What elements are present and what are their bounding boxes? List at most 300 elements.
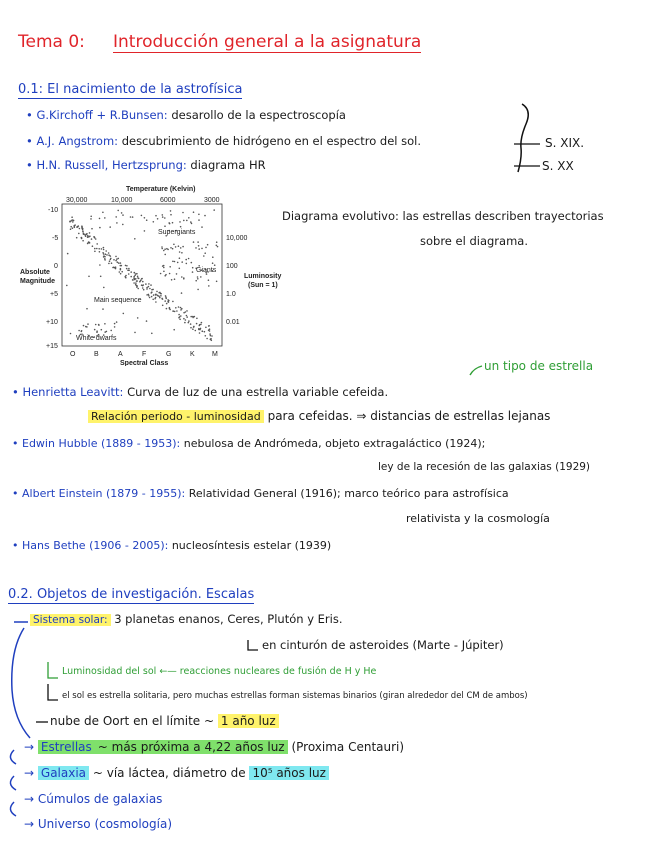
- hr-star-dot: [181, 276, 183, 278]
- hr-star-dot: [156, 291, 158, 293]
- hr-star-dot: [67, 253, 69, 255]
- hr-star-dot: [128, 268, 130, 270]
- hr-star-dot: [148, 295, 150, 297]
- hr-star-dot: [157, 295, 159, 297]
- hr-star-dot: [102, 252, 104, 254]
- hr-star-dot: [174, 311, 176, 313]
- hr-star-dot: [183, 220, 185, 222]
- hr-star-dot: [136, 273, 138, 275]
- hr-star-dot: [95, 324, 97, 326]
- hr-star-dot: [161, 246, 163, 248]
- hr-star-dot: [174, 261, 176, 263]
- list-item-russell: • H.N. Russell, Hertzsprung: diagrama HR: [26, 158, 266, 172]
- hr-star-dot: [120, 262, 122, 264]
- hr-right-tick-1: 10,000: [226, 235, 248, 242]
- hr-star-dot: [104, 323, 106, 325]
- hr-star-dot: [165, 274, 167, 276]
- hr-star-dot: [158, 292, 160, 294]
- century-19: S. XIX.: [545, 136, 585, 150]
- hr-star-dot: [196, 318, 198, 320]
- hr-star-dot: [135, 284, 137, 286]
- hr-star-dot: [91, 228, 93, 230]
- hr-star-dot: [200, 276, 202, 278]
- hr-star-dot: [117, 261, 119, 263]
- hr-star-dot: [120, 273, 122, 275]
- hr-star-dot: [142, 281, 144, 283]
- hr-star-dot: [116, 321, 118, 323]
- hr-star-dot: [179, 251, 181, 253]
- hr-star-dot: [177, 262, 179, 264]
- hr-star-dot: [204, 252, 206, 254]
- hr-star-dot: [150, 292, 152, 294]
- hr-star-dot: [201, 248, 203, 250]
- section-heading-02-text: 0.2. Objetos de investigación. Escalas: [8, 587, 255, 602]
- hr-star-dot: [137, 276, 139, 278]
- clusters-text: Cúmulos de galaxias: [37, 792, 163, 806]
- hr-star-dot: [142, 285, 144, 287]
- russell-text: diagrama HR: [190, 158, 266, 172]
- hr-star-dot: [188, 322, 190, 324]
- hr-star-dot: [178, 317, 180, 319]
- hr-star-dot: [72, 227, 74, 229]
- solar-text: 3 planetas enanos, Ceres, Plutón y Eris.: [114, 612, 343, 626]
- hr-star-dot: [198, 214, 200, 216]
- hr-star-dot: [72, 219, 74, 221]
- hr-star-dot: [208, 329, 210, 331]
- hr-star-dot: [175, 307, 177, 309]
- hr-star-dot: [103, 247, 105, 249]
- hr-star-dot: [87, 235, 89, 237]
- hr-star-dot: [141, 215, 143, 217]
- hr-star-dot: [86, 308, 88, 310]
- hr-star-dot: [137, 288, 139, 290]
- hr-star-dot: [108, 263, 110, 265]
- hr-star-dot: [99, 251, 101, 253]
- hr-star-dot: [212, 262, 214, 264]
- hr-star-dot: [118, 258, 120, 260]
- hr-star-dot: [183, 312, 185, 314]
- hr-star-dot: [163, 271, 165, 273]
- hr-star-dot: [140, 280, 142, 282]
- hr-star-dot: [198, 219, 200, 221]
- hr-star-dot: [109, 260, 111, 262]
- hr-star-dot: [71, 216, 73, 218]
- bethe-text: nucleosíntesis estelar (1939): [171, 539, 332, 552]
- hr-star-dot: [134, 275, 136, 277]
- hr-star-dot: [146, 287, 148, 289]
- hr-star-dot: [162, 305, 164, 307]
- hr-star-dot: [94, 248, 96, 250]
- hr-star-dot: [94, 251, 96, 253]
- hr-star-dot: [94, 329, 96, 331]
- hr-star-dot: [126, 265, 128, 267]
- hr-star-dot: [155, 215, 157, 217]
- angstrom-text: descubrimiento de hidrógeno en el espectro del sol.: [121, 134, 422, 148]
- title-prefix: Tema 0:: [18, 32, 85, 52]
- hr-star-dot: [149, 288, 151, 290]
- hr-star-dot: [172, 222, 174, 224]
- hr-star-dot: [99, 218, 101, 220]
- hr-star-dot: [136, 280, 138, 282]
- hr-star-dot: [125, 265, 127, 267]
- hr-star-dot: [148, 283, 150, 285]
- hr-star-dot: [164, 254, 166, 256]
- hr-star-dot: [79, 228, 81, 230]
- einstein-name: Albert Einstein (1879 - 1955):: [22, 487, 186, 500]
- solar-label: Sistema solar:: [30, 614, 111, 626]
- hr-right-tick-3: 1.0: [226, 291, 236, 298]
- hr-star-dot: [197, 289, 199, 291]
- hr-star-dot: [179, 257, 181, 259]
- galaxy-label: Galaxia: [38, 766, 89, 780]
- stars-label: Estrellas: [38, 740, 95, 754]
- hr-star-dot: [186, 310, 188, 312]
- hr-star-dot: [81, 227, 83, 229]
- hr-star-dot: [132, 279, 134, 281]
- hr-star-dot: [198, 245, 200, 247]
- leavitt-highlight: Relación periodo - luminosidad: [88, 410, 264, 423]
- hr-star-dot: [173, 329, 175, 331]
- hr-star-dot: [188, 217, 190, 219]
- hr-star-dot: [170, 247, 172, 249]
- hr-star-dot: [160, 295, 162, 297]
- hr-star-dot: [119, 271, 121, 273]
- list-item-stars: → Estrellas ~ más próxima a 4,22 años luz (Proxima Centauri): [24, 740, 405, 754]
- hr-star-dot: [169, 308, 171, 310]
- hr-star-dot: [183, 278, 185, 280]
- hr-star-dot: [121, 212, 123, 214]
- hr-star-dot: [178, 306, 180, 308]
- hr-star-dot: [210, 335, 212, 337]
- hr-star-dot: [182, 212, 184, 214]
- hr-star-dot: [186, 316, 188, 318]
- hr-star-dot: [172, 248, 174, 250]
- hr-star-dot: [157, 218, 159, 220]
- hr-star-dot: [162, 298, 164, 300]
- galaxy-text: ~ vía láctea, diámetro de: [92, 766, 246, 780]
- list-item-kirchoff: • G.Kirchoff + R.Bunsen: desarollo de la espectroscopía: [26, 108, 346, 122]
- hr-star-dot: [209, 333, 211, 335]
- hr-star-dot: [186, 263, 188, 265]
- hr-star-dot: [128, 273, 130, 275]
- hr-star-dot: [190, 316, 192, 318]
- hr-star-dot: [100, 276, 102, 278]
- hr-star-dot: [169, 223, 171, 225]
- hr-region-giants: Giants: [196, 267, 217, 274]
- hr-star-dot: [179, 319, 181, 321]
- hr-class-o: O: [70, 351, 76, 358]
- hubble-line-2: ley de la recesión de las galaxias (1929): [378, 461, 591, 473]
- list-item-bethe: • Hans Bethe (1906 - 2005): nucleosíntesis estelar (1939): [12, 539, 332, 552]
- hr-star-dot: [213, 209, 215, 211]
- hr-star-dot: [170, 214, 172, 216]
- hr-star-dot: [103, 287, 105, 289]
- hr-star-dot: [123, 313, 125, 315]
- hr-star-dot: [178, 314, 180, 316]
- hr-star-dot: [167, 249, 169, 251]
- hr-star-dot: [144, 230, 146, 232]
- hr-star-dot: [188, 320, 190, 322]
- hr-star-dot: [134, 272, 136, 274]
- hr-star-dot: [208, 325, 210, 327]
- hr-star-dot: [103, 249, 105, 251]
- hr-star-dot: [166, 308, 168, 310]
- hr-class-b: B: [94, 351, 99, 358]
- hr-star-dot: [66, 285, 68, 287]
- kirchoff-text: desarollo de la espectroscopía: [171, 108, 346, 122]
- hr-star-dot: [208, 279, 210, 281]
- hr-star-dot: [110, 330, 112, 332]
- hr-star-dot: [96, 248, 98, 250]
- hr-star-dot: [174, 278, 176, 280]
- hr-star-dot: [114, 326, 116, 328]
- hr-star-dot: [115, 256, 117, 258]
- hr-star-dot: [111, 262, 113, 264]
- hr-star-dot: [110, 259, 112, 261]
- hr-star-dot: [152, 299, 154, 301]
- hr-star-dot: [146, 219, 148, 221]
- hr-star-dot: [137, 317, 139, 319]
- hr-star-dot: [116, 258, 118, 260]
- note-star-type: un tipo de estrella: [484, 359, 594, 373]
- hr-star-dot: [171, 279, 173, 281]
- hr-star-dot: [96, 243, 98, 245]
- hr-star-dot: [76, 237, 78, 239]
- hr-star-dot: [196, 323, 198, 325]
- hr-star-dot: [146, 288, 148, 290]
- hr-star-dot: [195, 247, 197, 249]
- hr-class-f: F: [142, 351, 147, 358]
- hr-star-dot: [70, 228, 72, 230]
- hr-star-dot: [96, 330, 98, 332]
- hr-star-dot: [172, 301, 174, 303]
- hr-star-dot: [191, 262, 193, 264]
- hr-star-dot: [102, 212, 104, 214]
- hr-class-a: A: [118, 351, 123, 358]
- hr-star-dot: [87, 323, 89, 325]
- hr-star-dot: [150, 284, 152, 286]
- hr-left-tick-3: 0: [54, 263, 58, 270]
- hr-star-dot: [82, 240, 84, 242]
- leavitt-text: Curva de luz de una estrella variable cefeida.: [127, 385, 389, 399]
- hr-star-dot: [82, 231, 84, 233]
- section-heading-01-text: 0.1: El nacimiento de la astrofísica: [18, 82, 243, 97]
- hr-star-dot: [98, 324, 100, 326]
- list-item-hubble: • Edwin Hubble (1889 - 1953): nebulosa de Andrómeda, objeto extragaláctico (1924);: [12, 437, 486, 450]
- evo-line-1: Diagrama evolutivo: las estrellas describen trayectorias: [282, 209, 604, 223]
- hr-star-dot: [121, 271, 123, 273]
- hr-left-title-1: Absolute: [20, 269, 50, 276]
- hr-star-dot: [133, 276, 135, 278]
- hr-diagram-svg: [18, 182, 288, 366]
- hr-star-dot: [90, 218, 92, 220]
- hr-diagram: [18, 182, 288, 366]
- hr-star-dot: [169, 273, 171, 275]
- hr-star-dot: [110, 255, 112, 257]
- einstein-line-2: relativista y la cosmología: [406, 512, 550, 525]
- hr-star-dot: [188, 258, 190, 260]
- hr-star-dot: [134, 238, 136, 240]
- hr-star-dot: [120, 269, 122, 271]
- hr-star-dot: [202, 331, 204, 333]
- einstein-text: Relatividad General (1916); marco teórico para astrofísica: [188, 487, 509, 500]
- hr-star-dot: [86, 234, 88, 236]
- sun-luminosity: Luminosidad del sol ←— reacciones nucleares de fusión de H y He: [62, 666, 377, 677]
- hr-star-dot: [185, 259, 187, 261]
- hr-star-dot: [193, 241, 195, 243]
- hr-star-dot: [133, 282, 135, 284]
- hr-star-dot: [195, 330, 197, 332]
- hr-star-dot: [105, 250, 107, 252]
- hr-star-dot: [155, 301, 157, 303]
- hr-star-dot: [164, 248, 166, 250]
- hr-star-dot: [166, 303, 168, 305]
- hr-star-dot: [115, 266, 117, 268]
- hr-star-dot: [214, 264, 216, 266]
- hr-top-tick-3: 6000: [160, 197, 176, 204]
- galaxy-highlight: 10⁵ años luz: [249, 766, 329, 780]
- hr-star-dot: [133, 277, 135, 279]
- hr-star-dot: [201, 226, 203, 228]
- hr-right-title-2: (Sun = 1): [248, 282, 278, 289]
- hr-star-dot: [105, 253, 107, 255]
- hr-star-dot: [74, 226, 76, 228]
- hr-star-dot: [163, 250, 165, 252]
- angstrom-name: A.J. Angstrom:: [36, 134, 119, 148]
- hr-star-dot: [176, 273, 178, 275]
- hr-star-dot: [120, 265, 122, 267]
- page-title: Introducción general a la asignatura: [113, 32, 422, 52]
- hr-star-dot: [204, 331, 206, 333]
- hr-region-white: White dwarfs: [76, 335, 117, 342]
- hr-star-dot: [173, 244, 175, 246]
- hr-left-tick-1: -10: [48, 207, 59, 214]
- hr-star-dot: [134, 279, 136, 281]
- universe-text: Universo (cosmología): [37, 817, 173, 831]
- hr-star-dot: [180, 226, 182, 228]
- hr-top-title: Temperature (Kelvin): [126, 186, 196, 193]
- hr-star-dot: [205, 327, 207, 329]
- hr-star-dot: [182, 246, 184, 248]
- hr-star-dot: [84, 234, 86, 236]
- hr-star-dot: [70, 333, 72, 335]
- hr-star-dot: [197, 241, 199, 243]
- hr-star-dot: [180, 309, 182, 311]
- hr-star-dot: [162, 216, 164, 218]
- hr-star-dot: [161, 248, 163, 250]
- hr-star-dot: [72, 221, 74, 223]
- hr-star-dot: [172, 261, 174, 263]
- hr-star-dot: [153, 221, 155, 223]
- hr-star-dot: [184, 322, 186, 324]
- list-item-universe: → Universo (cosmología): [24, 817, 173, 831]
- hr-star-dot: [115, 260, 117, 262]
- list-item-clusters: → Cúmulos de galaxias: [24, 792, 163, 806]
- hr-class-k: K: [190, 351, 195, 358]
- hr-star-dot: [146, 320, 148, 322]
- hr-star-dot: [104, 217, 106, 219]
- hr-star-dot: [197, 276, 199, 278]
- hr-star-dot: [137, 277, 139, 279]
- hr-star-dot: [116, 222, 118, 224]
- hr-star-dot: [192, 271, 194, 273]
- hr-star-dot: [170, 210, 172, 212]
- hr-star-dot: [216, 241, 218, 243]
- hr-top-tick-4: 3000: [204, 197, 220, 204]
- hr-star-dot: [183, 318, 185, 320]
- hr-star-dot: [192, 328, 194, 330]
- hr-star-dot: [106, 254, 108, 256]
- hr-star-dot: [192, 267, 194, 269]
- hr-star-dot: [78, 225, 80, 227]
- hr-star-dot: [212, 256, 214, 258]
- hr-star-dot: [99, 264, 101, 266]
- hr-star-dot: [130, 216, 132, 218]
- hr-star-dot: [135, 282, 137, 284]
- hr-star-dot: [90, 216, 92, 218]
- hubble-name: Edwin Hubble (1889 - 1953):: [22, 437, 181, 450]
- hr-star-dot: [172, 310, 174, 312]
- hr-star-dot: [141, 278, 143, 280]
- hr-star-dot: [104, 256, 106, 258]
- hr-star-dot: [168, 300, 170, 302]
- century-20: S. XX: [542, 159, 574, 173]
- hr-star-dot: [114, 323, 116, 325]
- leavitt-name: Henrietta Leavitt:: [22, 385, 124, 399]
- hr-star-dot: [151, 333, 153, 335]
- hr-star-dot: [204, 215, 206, 217]
- hr-star-dot: [83, 233, 85, 235]
- hr-star-dot: [178, 245, 180, 247]
- hr-star-dot: [113, 259, 115, 261]
- hr-star-dot: [194, 316, 196, 318]
- hr-star-dot: [136, 285, 138, 287]
- hr-star-dot: [99, 227, 101, 229]
- hr-region-supergiants: Supergiants: [158, 229, 196, 236]
- oort-text: nube de Oort en el límite ~: [50, 714, 215, 728]
- hr-star-dot: [81, 331, 83, 333]
- hr-star-dot: [159, 297, 161, 299]
- hr-star-dot: [115, 216, 117, 218]
- hr-star-dot: [126, 268, 128, 270]
- bethe-name: Hans Bethe (1906 - 2005):: [22, 539, 169, 552]
- hr-star-dot: [88, 276, 90, 278]
- hr-star-dot: [162, 265, 164, 267]
- hr-star-dot: [142, 287, 144, 289]
- hr-star-dot: [211, 335, 213, 337]
- hr-star-dot: [165, 295, 167, 297]
- hr-right-tick-2: 100: [226, 263, 238, 270]
- hr-star-dot: [81, 237, 83, 239]
- section-heading-02: [8, 588, 254, 601]
- russell-name: H.N. Russell, Hertzsprung:: [36, 158, 187, 172]
- hr-right-tick-4: 0.01: [226, 319, 240, 326]
- hr-star-dot: [160, 273, 162, 275]
- hr-star-dot: [176, 310, 178, 312]
- hr-class-g: G: [166, 351, 172, 358]
- hr-star-dot: [130, 271, 132, 273]
- hr-star-dot: [78, 330, 80, 332]
- hr-star-dot: [199, 324, 201, 326]
- hr-star-dot: [192, 316, 194, 318]
- hr-star-dot: [145, 283, 147, 285]
- hr-star-dot: [69, 221, 71, 223]
- binary-systems: el sol es estrella solitaria, pero muchas estrellas forman sistemas binarios (giran alrededor del CM de ambos): [62, 691, 528, 701]
- hr-star-dot: [181, 292, 183, 294]
- hr-star-dot: [118, 262, 120, 264]
- hr-star-dot: [164, 225, 166, 227]
- hr-star-dot: [205, 335, 207, 337]
